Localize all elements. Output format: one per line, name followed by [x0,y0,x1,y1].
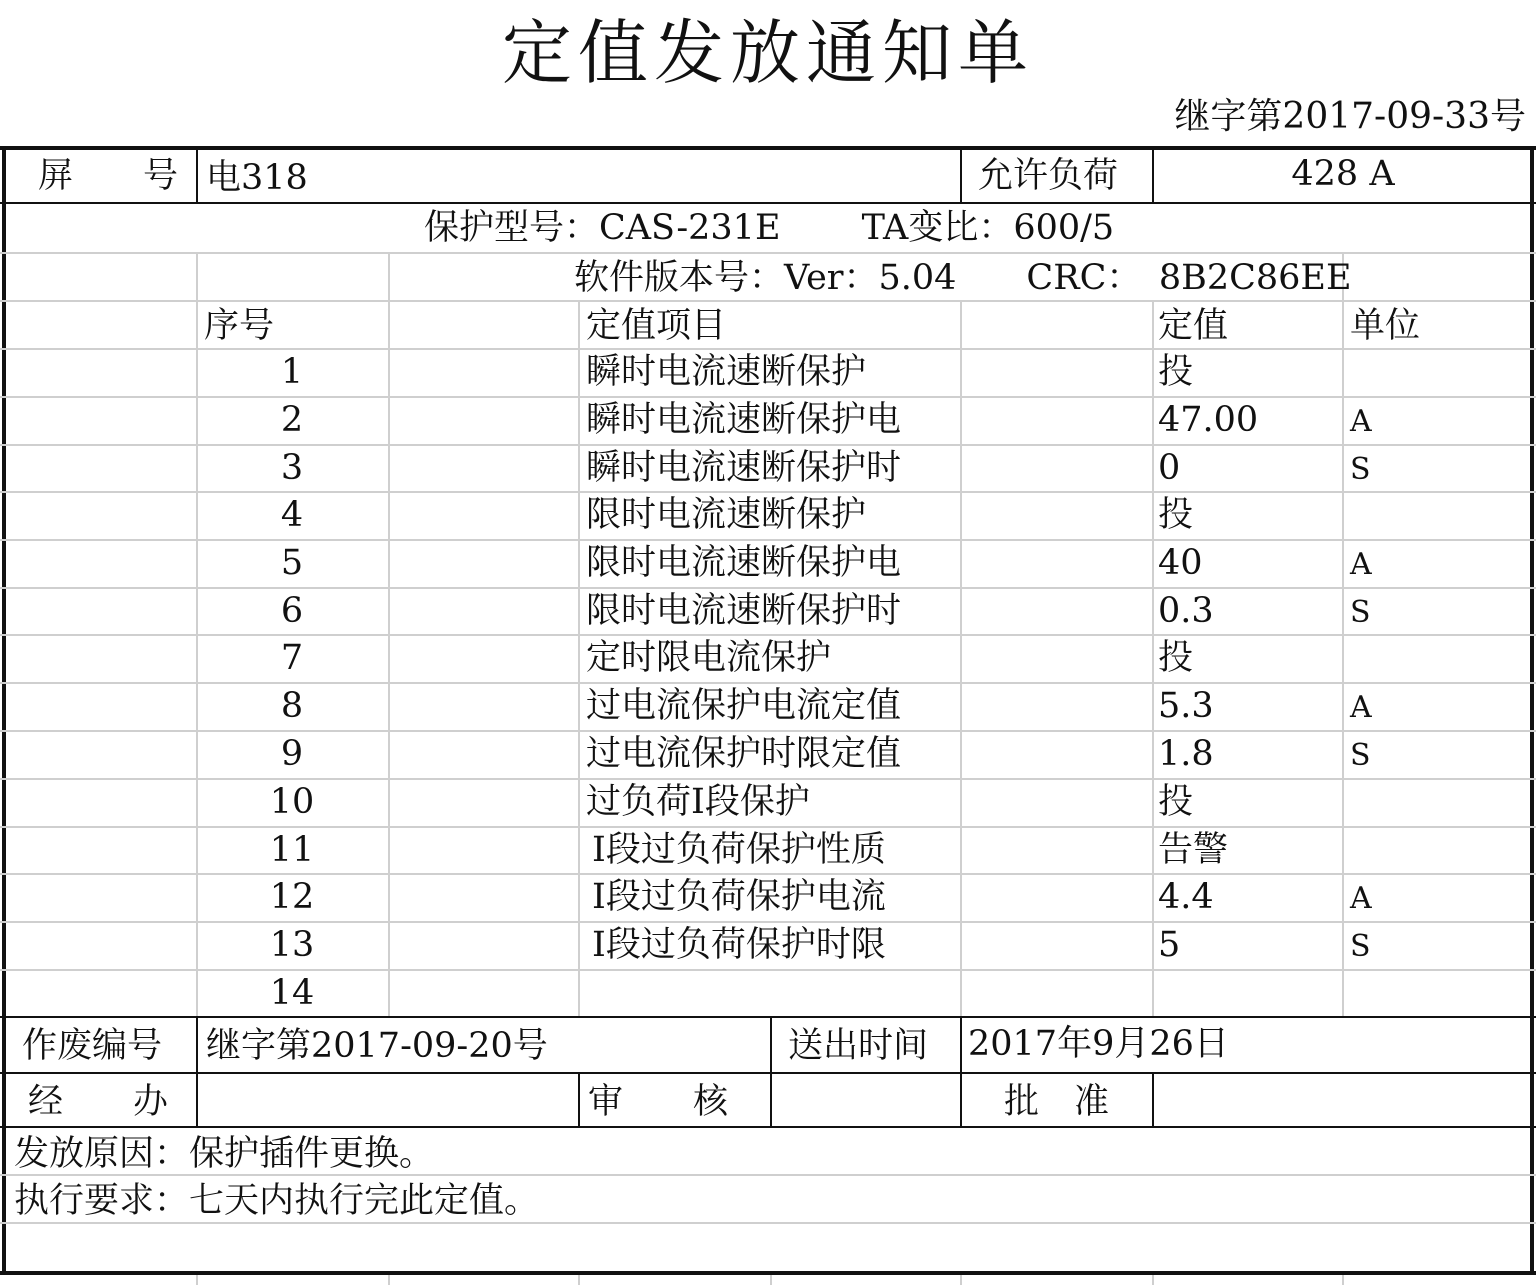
divider [0,1126,1536,1128]
row-value: 5.3 [1158,686,1214,726]
row-item: Ⅰ段过负荷保护性质 [592,830,886,870]
seq-header: 序号 [204,306,275,346]
row-value: 投 [1158,495,1194,535]
row-value: 1.8 [1158,734,1214,774]
document-number: 继字第2017-09-33号 [1174,96,1526,137]
divider [770,1275,772,1285]
row-seq: 5 [280,543,304,583]
screen-value: 电318 [206,158,308,198]
row-seq: 12 [269,877,315,917]
row-value: 5 [1158,925,1181,965]
row-unit: A [1350,881,1372,916]
screen-label: 屏 号 [38,156,179,196]
issue-reason: 发放原因：保护插件更换。 [14,1134,435,1174]
divider [1342,1275,1344,1285]
row-value: 4.4 [1158,877,1214,917]
row-seq: 14 [269,973,315,1013]
divider [1152,300,1154,1018]
divider [1152,146,1154,204]
divider [578,1275,580,1285]
row-value: 40 [1158,543,1203,583]
row-value: 告警 [1158,830,1229,870]
row-seq: 10 [269,782,315,822]
row-value: 投 [1158,352,1194,392]
row-seq: 4 [280,495,304,535]
void-number-label: 作废编号 [22,1026,163,1066]
row-item: 过电流保护时限定值 [586,734,902,774]
row-unit: S [1350,595,1371,630]
frame-right [1530,146,1534,1273]
row-seq: 1 [280,352,304,392]
row-value: 0 [1158,448,1181,488]
approver-label: 批 准 [1004,1082,1110,1122]
row-item: 过电流保护电流定值 [586,686,902,726]
frame-top [0,146,1536,150]
load-value: 428 A [1291,154,1395,194]
divider [578,1072,580,1128]
divider [0,300,1536,302]
unit-header: 单位 [1350,306,1421,346]
divider [0,202,1536,204]
divider [0,1016,1536,1018]
row-item: 限时电流速断保护 [586,495,867,535]
send-time-label: 送出时间 [788,1026,929,1066]
row-unit: A [1350,547,1372,582]
frame-left [2,146,6,1273]
row-unit: S [1350,929,1371,964]
execution-requirement: 执行要求：七天内执行完此定值。 [14,1181,540,1221]
value-header: 定值 [1158,306,1229,346]
row-item: 过负荷Ⅰ段保护 [586,782,810,822]
divider [1152,1275,1154,1285]
row-unit: A [1350,690,1372,725]
page-title: 定值发放通知单 [502,12,1034,94]
row-item: 瞬时电流速断保护 [586,352,867,392]
row-item: Ⅰ段过负荷保护电流 [592,877,886,917]
row-item: 瞬时电流速断保护电 [586,400,902,440]
row-value: 47.00 [1158,400,1259,440]
row-seq: 13 [269,925,315,965]
row-item: 瞬时电流速断保护时 [586,448,902,488]
divider [960,146,962,204]
row-seq: 6 [280,591,304,631]
protection-model: 保护型号：CAS-231E TA变比：600/5 [424,208,1115,248]
divider [960,1275,962,1285]
row-seq: 2 [280,400,304,440]
load-label: 允许负荷 [978,156,1119,196]
void-number-value: 继字第2017-09-20号 [206,1026,548,1066]
reviewer-label: 审 核 [588,1082,729,1122]
row-seq: 9 [280,734,304,774]
software-version: 软件版本号：Ver：5.04 CRC： 8B2C86EE [574,258,1352,298]
divider [0,1072,1536,1074]
frame-bottom [0,1271,1536,1275]
divider [388,252,390,1018]
divider [960,300,962,1018]
row-unit: A [1350,404,1372,439]
row-seq: 8 [280,686,304,726]
row-item: 定时限电流保护 [586,638,832,678]
divider [1152,1072,1154,1128]
row-seq: 3 [280,448,304,488]
divider [388,1275,390,1285]
row-value: 投 [1158,638,1194,678]
row-seq: 7 [280,638,304,678]
handler-label: 经 办 [28,1082,169,1122]
row-unit: S [1350,738,1371,773]
row-item: Ⅰ段过负荷保护时限 [592,925,886,965]
row-unit: S [1350,452,1371,487]
settings-sheet [0,146,1536,1285]
divider [196,1275,198,1285]
send-time-value: 2017年9月26日 [968,1024,1229,1064]
divider [196,146,198,204]
item-header: 定值项目 [586,306,727,346]
row-item: 限时电流速断保护时 [586,591,902,631]
row-value: 投 [1158,782,1194,822]
divider [1342,252,1344,1018]
divider [578,300,580,1018]
row-value: 0.3 [1158,591,1214,631]
row-item: 限时电流速断保护电 [586,543,902,583]
row-seq: 11 [269,830,315,870]
divider [0,252,1536,254]
